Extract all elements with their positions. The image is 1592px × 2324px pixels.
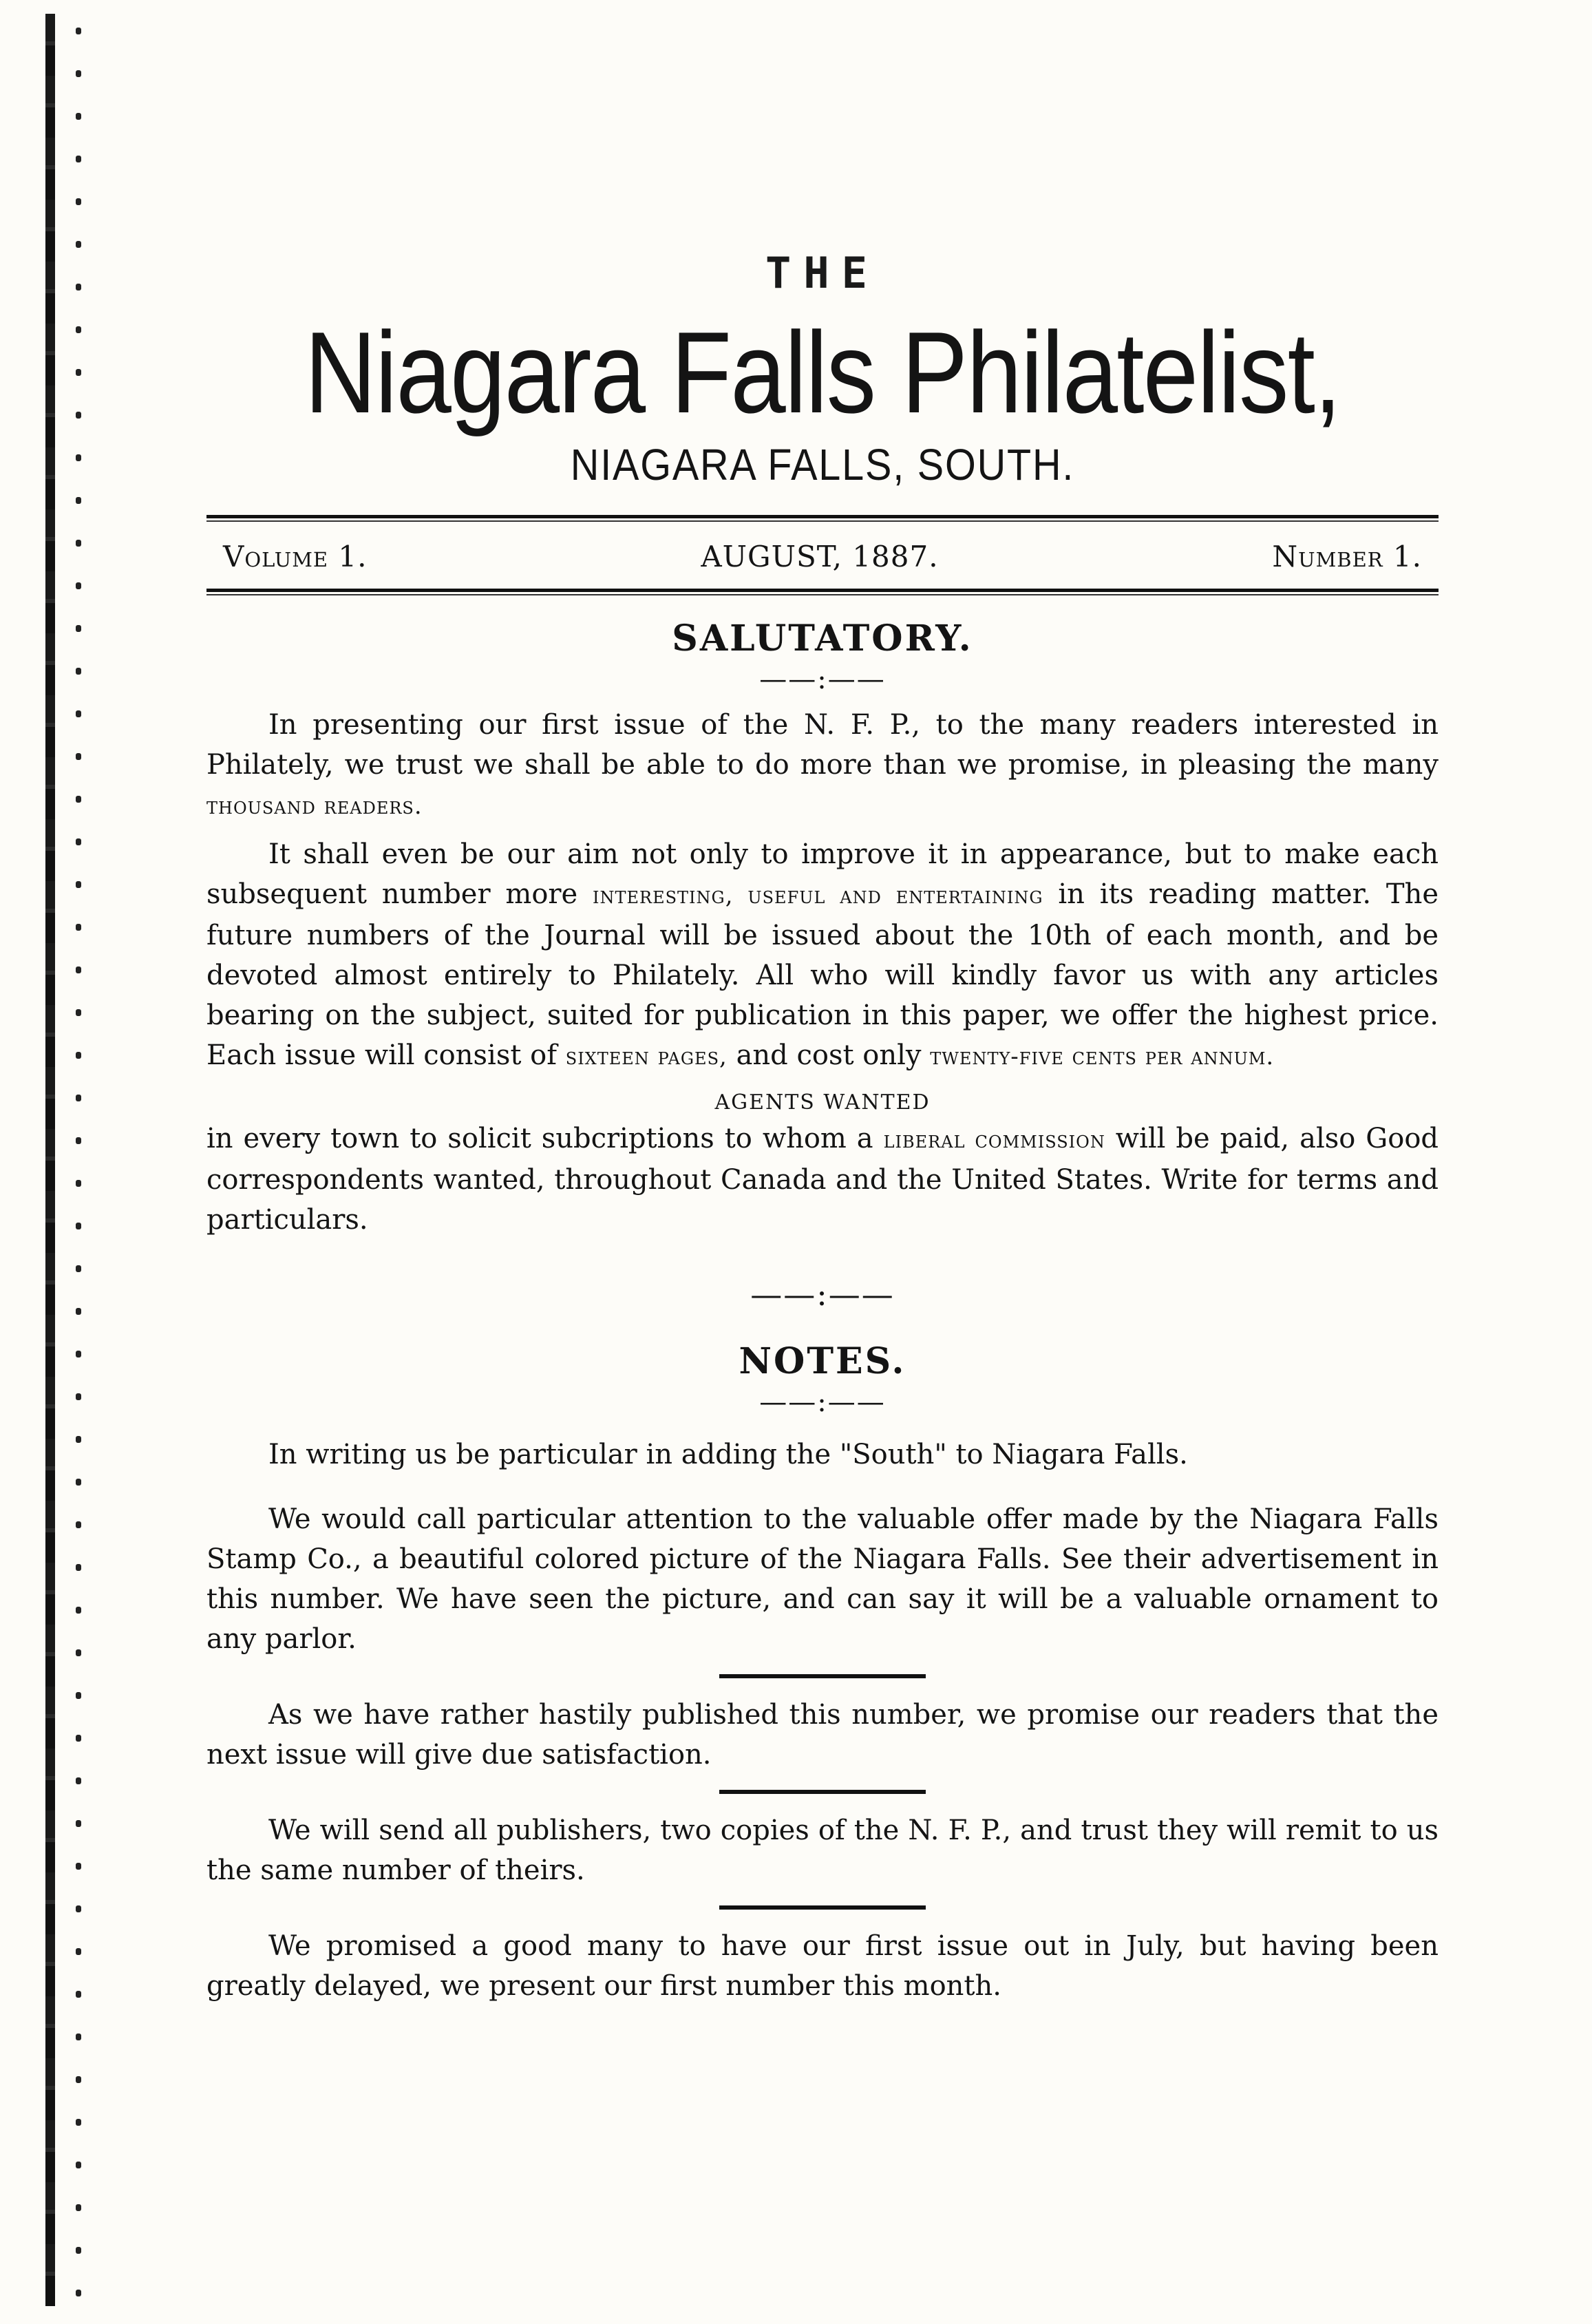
- gutter-mark: [76, 753, 81, 760]
- gutter-mark: [76, 1223, 81, 1229]
- gutter-mark: [76, 1777, 81, 1784]
- salutatory-paragraph-3: in every town to solicit subcriptions to whom a liberal commission will be paid, also Good correspondents wanted, throughout Canada and the United States. Write for terms and particulars.: [206, 1123, 1439, 1236]
- gutter-mark: [76, 1948, 81, 1955]
- note-4: We will send all publishers, two copies of the N. F. P., and trust they will remit to us the same number of theirs.: [206, 1815, 1439, 1886]
- gutter-mark: [76, 1095, 81, 1101]
- gutter-mark: [76, 924, 81, 931]
- gutter-mark: [76, 1735, 81, 1742]
- gutter-mark: [76, 966, 81, 973]
- gutter-mark: [76, 2290, 81, 2296]
- gutter-mark: [76, 2247, 81, 2254]
- note-separator: [719, 1790, 926, 1794]
- gutter-mark: [76, 710, 81, 717]
- gutter-mark: [76, 113, 81, 120]
- agents-wanted: AGENTS WANTED: [714, 1090, 931, 1115]
- binding-strip: [45, 14, 55, 2306]
- bottom-rule: [206, 589, 1439, 595]
- notes-heading: NOTES.: [739, 1340, 906, 1382]
- gutter-mark: [76, 1479, 81, 1486]
- salutatory-paragraph-1: In presenting our first issue of the N. F. P., to the many readers interested in Philately, we trust we shall be able to do more than we promise, in pleasing the many thousand readers.: [206, 709, 1439, 820]
- gutter-mark: [76, 369, 81, 376]
- notes-section: [206, 1340, 1439, 2006]
- gutter-mark: [76, 241, 81, 248]
- masthead-the: THE: [765, 248, 880, 298]
- salutatory-heading: SALUTATORY.: [672, 617, 973, 659]
- gutter-mark: [76, 881, 81, 888]
- gutter-mark: [76, 1009, 81, 1016]
- gutter-mark: [76, 28, 81, 34]
- scan-binding-edge: [0, 0, 103, 2324]
- gutter-mark: [76, 1863, 81, 1870]
- gutter-mark: [76, 326, 81, 333]
- gutter-mark: [76, 454, 81, 461]
- gutter-mark: [76, 70, 81, 77]
- gutter-mark: [76, 156, 81, 162]
- gutter-mark: [76, 2204, 81, 2211]
- gutter-mark: [76, 1564, 81, 1571]
- gutter-mark: [76, 1692, 81, 1699]
- volume-label: Volume 1.: [223, 540, 368, 573]
- gutter-mark: [76, 1991, 81, 1998]
- gutter-mark: [76, 1607, 81, 1614]
- gutter-mark: [76, 2076, 81, 2083]
- gutter-mark: [76, 1137, 81, 1144]
- gutter-mark: [76, 668, 81, 675]
- salutatory-paragraph-2: It shall even be our aim not only to improve it in appearance, but to make each subsequent number more interesting, useful and entertaining in its reading matter. The future numbers of the Journal will be issued about the 10th of each month, and be devoted almost entirely to Philately. All who will kindly favor us with any articles bearing on the subject, suited for publication in this paper, we offer the highest price. Each issue will consist of sixteen pages, and cost only twenty-five cents per annum.: [206, 838, 1439, 1071]
- note-separator: [719, 1674, 926, 1678]
- gutter-mark: [76, 1180, 81, 1187]
- note-separator: [719, 1905, 926, 1910]
- gutter-mark: [76, 1308, 81, 1315]
- gutter-mark: [76, 582, 81, 589]
- note-5: We promised a good many to have our first issue out in July, but having been greatly delayed, we present our first number this month.: [206, 1930, 1439, 2002]
- gutter-mark: [76, 2034, 81, 2040]
- top-rule: [206, 515, 1439, 522]
- gutter-mark: [76, 1649, 81, 1656]
- issue-date: AUGUST, 1887.: [701, 540, 939, 573]
- gutter-mark: [76, 1265, 81, 1272]
- gutter-mark: [76, 284, 81, 290]
- gutter-mark: [76, 2119, 81, 2126]
- salutatory-ornament: ——:——: [759, 664, 886, 695]
- gutter-mark: [76, 1052, 81, 1059]
- gutter-mark: [76, 1521, 81, 1528]
- note-3: As we have rather hastily published this number, we promise our readers that the next issue will give due satisfaction.: [206, 1699, 1439, 1771]
- gutter-mark: [76, 1436, 81, 1443]
- gutter-mark: [76, 540, 81, 547]
- gutter-mark: [76, 412, 81, 419]
- gutter-mark: [76, 796, 81, 803]
- number-label: Number 1.: [1272, 540, 1422, 573]
- section-divider: ——:——: [750, 1276, 895, 1313]
- gutter-mark: [76, 625, 81, 632]
- masthead-place: NIAGARA FALLS, SOUTH.: [570, 440, 1075, 489]
- gutter-mark: [76, 2162, 81, 2168]
- gutter-mark: [76, 1905, 81, 1912]
- dateline: [206, 522, 1439, 589]
- gutter-mark: [76, 1820, 81, 1827]
- gutter-mark: [76, 1393, 81, 1400]
- note-1: In writing us be particular in adding the "South" to Niagara Falls.: [268, 1439, 1188, 1470]
- note-2: We would call particular attention to the valuable offer made by the Niagara Falls Stamp Co., a beautiful colored picture of the Niagara Falls. See their advertisement in this number. We have seen the picture, and can say it will be a valuable ornament to any parlor.: [206, 1503, 1439, 1655]
- notes-ornament: ——:——: [759, 1386, 886, 1418]
- gutter-mark: [76, 1351, 81, 1358]
- gutter-mark: [76, 838, 81, 845]
- gutter-mark: [76, 497, 81, 504]
- gutter-mark: [76, 198, 81, 205]
- masthead-title: Niagara Falls Philatelist,: [304, 308, 1341, 437]
- salutatory-section: [206, 617, 1439, 1240]
- newspaper-page: [206, 248, 1439, 2011]
